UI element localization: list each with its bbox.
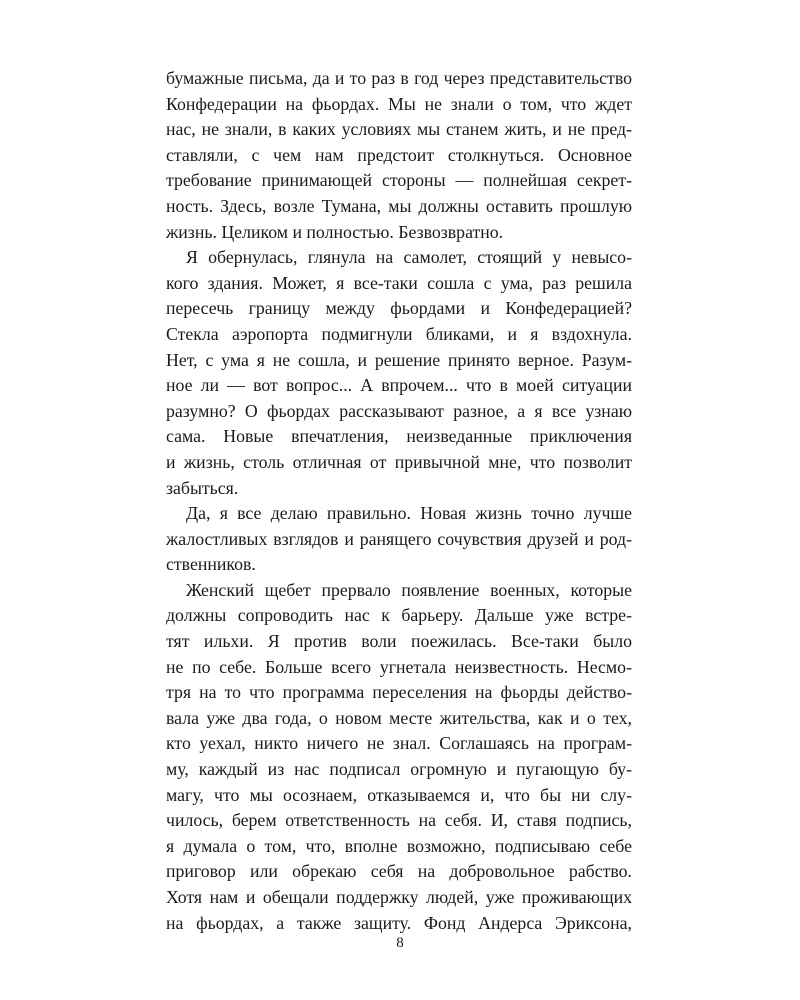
- text-line: жизнь. Целиком и полностью. Безвозвратно.: [166, 221, 504, 242]
- text-line: ность. Здесь, возле Тумана, мы должны оставить прошлую: [166, 195, 632, 216]
- text-line: чилось, берем ответственность на себя. И, ставя подпись,: [166, 810, 632, 831]
- text-line: пересечь границу между фьордами и Конфедерацией?: [166, 298, 632, 319]
- text-line: Да, я все делаю правильно. Новая жизнь точно лучше: [186, 503, 632, 524]
- text-line: Нет, с ума я не сошла, и решение принято верное. Разум-: [166, 349, 632, 370]
- text-line: не по себе. Больше всего угнетала неизвестность. Несмо-: [166, 656, 632, 677]
- text-line: ное ли — вот вопрос... А впрочем... что в моей ситуации: [166, 375, 632, 396]
- text-line: бумажные письма, да и то раз в год через представительство: [166, 68, 632, 88]
- text-line: тят ильхи. Я против воли поежилась. Все-таки было: [166, 631, 632, 652]
- text-line: приговор или обрекаю себя на добровольное рабство.: [166, 861, 632, 882]
- text-line: и жизнь, столь отличная от привычной мне, что позволит: [166, 451, 632, 472]
- text-line: я думала о том, что, вполне возможно, подписываю себе: [166, 835, 632, 856]
- text-line: ставляли, с чем нам предстоит столкнуться. Основное: [166, 144, 632, 165]
- text-line: Я обернулась, глянула на самолет, стоящий у невысо-: [186, 247, 632, 268]
- text-line: жалостливых взглядов и ранящего сочувствия друзей и род-: [166, 528, 632, 549]
- text-line: ственников.: [166, 554, 256, 575]
- text-line: му, каждый из нас подписал огромную и пугающую бу-: [166, 759, 632, 780]
- text-line: тря на то что программа переселения на фьорды действо-: [166, 682, 632, 703]
- text-line: Женский щебет прервало появление военных, которые: [186, 579, 632, 600]
- text-line: разумно? О фьордах рассказывают разное, а я все узнаю: [166, 400, 632, 421]
- text-line: должны сопроводить нас к барьеру. Дальше уже встре-: [166, 605, 632, 626]
- text-line: сама. Новые впечатления, неизведанные приключения: [166, 426, 632, 447]
- text-line: Конфедерации на фьордах. Мы не знали о том, что ждет: [166, 93, 632, 114]
- text-line: вала уже два года, о новом месте жительства, как и о тех,: [166, 707, 632, 728]
- text-line: магу, что мы осознаем, отказываемся и, что бы ни слу-: [166, 784, 632, 805]
- text-line: кто уехал, никто ничего не знал. Соглашаясь на програм-: [166, 733, 632, 754]
- text-line: на фьордах, а также защиту. Фонд Андерса Эриксона,: [166, 912, 632, 933]
- text-line: требование принимающей стороны — полнейшая секрет-: [166, 170, 632, 191]
- text-line: Хотя нам и обещали поддержку людей, уже проживающих: [166, 887, 632, 907]
- text-line: Стекла аэропорта подмигнули бликами, и я вздохнула.: [166, 323, 632, 344]
- text-line: нас, не знали, в каких условиях мы станем жить, и не пред-: [166, 119, 632, 140]
- page-number: 8: [396, 935, 404, 951]
- text-line: забыться.: [166, 477, 239, 498]
- text-line: кого здания. Может, я все-таки сошла с ума, раз решила: [166, 272, 632, 293]
- body-text: [166, 66, 632, 936]
